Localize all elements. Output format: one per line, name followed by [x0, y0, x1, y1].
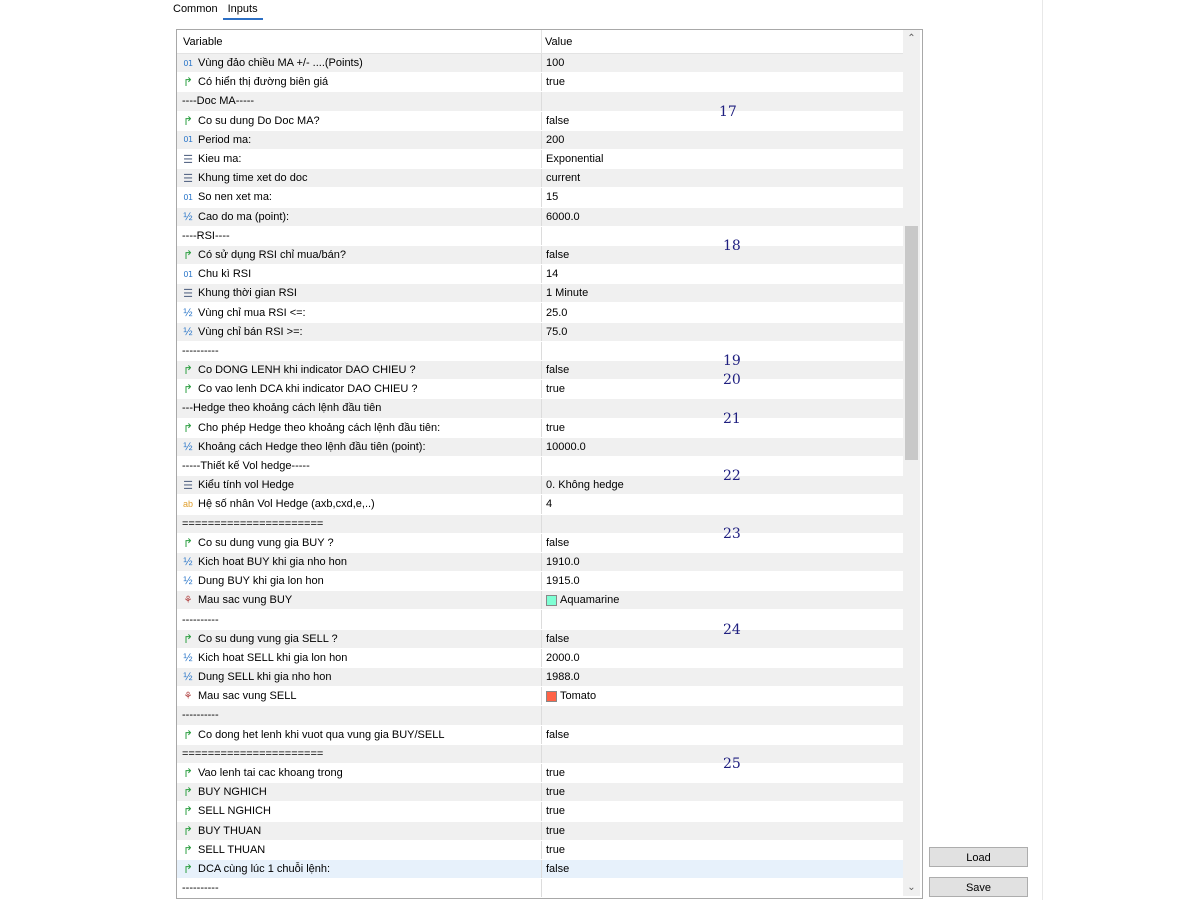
value-cell[interactable]	[541, 303, 905, 321]
value-text: false	[546, 632, 570, 645]
variable-label: ---Hedge theo khoảng cách lệnh đầu tiên	[182, 402, 382, 415]
table-row[interactable]	[177, 303, 905, 322]
table-row[interactable]	[177, 687, 905, 706]
value-text: true	[546, 421, 565, 434]
value-text: 4	[546, 498, 553, 511]
variable-label: Mau sac vung SELL	[198, 690, 297, 703]
variable-label: Cho phép Hedge theo khoảng cách lệnh đầu tiên:	[198, 421, 441, 434]
value-text: 10000.0	[546, 440, 586, 453]
table-row[interactable]	[177, 438, 905, 457]
value-cell[interactable]	[541, 879, 905, 897]
value-text: 0. Không hedge	[546, 479, 624, 492]
variable-label: Kiểu tính vol Hedge	[198, 479, 295, 492]
bool-arrow-icon: ↱	[182, 75, 194, 90]
variable-cell[interactable]	[177, 879, 541, 897]
table-row[interactable]	[177, 380, 905, 399]
variable-cell[interactable]	[177, 246, 541, 264]
variable-label: -----Thiết kế Vol hedge-----	[182, 460, 310, 473]
variable-cell[interactable]	[177, 227, 541, 245]
value-text: true	[546, 767, 565, 780]
variable-label: Kich hoat SELL khi gia lon hon	[198, 651, 348, 664]
annotation-number: 25	[723, 756, 741, 773]
value-text: 15	[546, 191, 559, 204]
variable-label: Mau sac vung BUY	[198, 594, 293, 607]
table-row[interactable]	[177, 841, 905, 860]
variable-cell[interactable]	[177, 726, 541, 744]
table-row[interactable]	[177, 860, 905, 879]
vertical-scrollbar[interactable]	[903, 30, 920, 896]
table-row[interactable]	[177, 553, 905, 572]
variable-label: Kieu ma:	[198, 153, 242, 166]
table-row[interactable]	[177, 476, 905, 495]
variable-label: Period ma:	[198, 133, 252, 146]
value-cell[interactable]	[541, 54, 905, 72]
enum-list-icon: ☰	[183, 287, 193, 300]
bool-arrow-icon: ↱	[182, 804, 194, 819]
annotation-number: 17	[719, 103, 737, 120]
int-icon: 01	[183, 58, 193, 68]
variable-cell[interactable]	[177, 399, 541, 417]
table-row[interactable]	[177, 630, 905, 649]
variable-label: BUY THUAN	[198, 824, 262, 837]
separator-row[interactable]	[177, 399, 905, 418]
variable-cell[interactable]	[177, 706, 541, 724]
table-row[interactable]	[177, 131, 905, 150]
bool-arrow-icon: ↱	[182, 113, 194, 128]
value-cell[interactable]	[541, 131, 905, 149]
half-fraction-icon: ½	[183, 306, 193, 319]
color-swatch[interactable]	[546, 691, 557, 702]
variable-cell[interactable]	[177, 783, 541, 801]
table-row[interactable]	[177, 284, 905, 303]
value-cell[interactable]	[541, 726, 905, 744]
variable-cell[interactable]	[177, 802, 541, 820]
value-cell[interactable]	[541, 553, 905, 571]
variable-cell[interactable]	[177, 745, 541, 763]
variable-cell[interactable]	[177, 764, 541, 782]
palette-icon: ⚘	[183, 690, 193, 702]
variable-cell[interactable]	[177, 73, 541, 91]
column-header-value[interactable]: Value	[545, 36, 573, 48]
value-text: 14	[546, 268, 559, 281]
value-cell[interactable]	[541, 284, 905, 302]
value-cell[interactable]	[541, 208, 905, 226]
half-fraction-icon: ½	[183, 210, 193, 223]
int-icon: 01	[183, 269, 193, 279]
value-text: 75.0	[546, 325, 568, 338]
separator-row[interactable]	[177, 515, 905, 534]
variable-label: ----------	[182, 344, 219, 357]
half-fraction-icon: ½	[183, 555, 193, 568]
variable-label: Dung BUY khi gia lon hon	[198, 575, 324, 588]
variable-cell[interactable]	[177, 419, 541, 437]
table-row[interactable]	[177, 169, 905, 188]
value-text: Tomato	[560, 690, 597, 703]
variable-cell[interactable]	[177, 208, 541, 226]
variable-label: Co su dung vung gia SELL ?	[198, 632, 338, 645]
int-icon: 01	[183, 192, 193, 202]
bool-arrow-icon: ↱	[182, 766, 194, 781]
value-text: false	[546, 114, 570, 127]
value-text: true	[546, 843, 565, 856]
table-row[interactable]	[177, 668, 905, 687]
variable-label: Có sử dụng RSI chỉ mua/bán?	[198, 248, 347, 261]
value-text: true	[546, 383, 565, 396]
variable-label: DCA cùng lúc 1 chuỗi lệnh:	[198, 862, 331, 875]
variable-cell[interactable]	[177, 476, 541, 494]
half-fraction-icon: ½	[183, 440, 193, 453]
variable-label: ======================	[182, 747, 324, 760]
variable-cell[interactable]	[177, 860, 541, 878]
variable-label: SELL NGHICH	[198, 805, 271, 818]
separator-row[interactable]	[177, 342, 905, 361]
variable-cell[interactable]	[177, 495, 541, 513]
variable-cell[interactable]	[177, 265, 541, 283]
variable-label: Co dong het lenh khi vuot qua vung gia BUY/SELL	[198, 728, 445, 741]
value-text: 25.0	[546, 306, 568, 319]
value-cell[interactable]	[541, 572, 905, 590]
half-fraction-icon: ½	[183, 651, 193, 664]
table-row[interactable]	[177, 361, 905, 380]
separator-row[interactable]	[177, 879, 905, 898]
table-row[interactable]	[177, 188, 905, 207]
value-text: current	[546, 172, 581, 185]
variable-label: ----------	[182, 613, 219, 626]
table-row[interactable]	[177, 534, 905, 553]
variable-label: Khoảng cách Hedge theo lệnh đầu tiên (point):	[198, 440, 426, 453]
half-fraction-icon: ½	[183, 671, 193, 684]
variable-cell[interactable]	[177, 822, 541, 840]
annotation-number: 20	[723, 372, 741, 389]
variable-cell[interactable]	[177, 169, 541, 187]
annotation-number: 21	[723, 410, 741, 427]
separator-row[interactable]	[177, 457, 905, 476]
bool-arrow-icon: ↱	[182, 861, 194, 876]
variable-label: Chu kì RSI	[198, 268, 252, 281]
variable-cell[interactable]	[177, 687, 541, 705]
value-text: false	[546, 728, 570, 741]
value-cell[interactable]	[541, 841, 905, 859]
value-text: false	[546, 862, 570, 875]
value-cell[interactable]	[541, 150, 905, 168]
separator-row[interactable]	[177, 706, 905, 725]
value-text: 1910.0	[546, 555, 580, 568]
value-text: 1 Minute	[546, 287, 589, 300]
variable-label: Vùng đảo chiều MA +/- ....(Points)	[198, 57, 363, 70]
table-row[interactable]	[177, 112, 905, 131]
variable-label: Vùng chỉ bán RSI >=:	[198, 325, 303, 338]
value-cell[interactable]	[541, 495, 905, 513]
grid-rows	[177, 54, 905, 898]
variable-label: Co vao lenh DCA khi indicator DAO CHIEU ?	[198, 383, 418, 396]
tab-strip	[168, 0, 263, 20]
variable-label: Vao lenh tai cac khoang trong	[198, 767, 343, 780]
table-row[interactable]	[177, 822, 905, 841]
variable-label: Co su dung vung gia BUY ?	[198, 536, 334, 549]
value-cell[interactable]	[541, 687, 905, 705]
table-row[interactable]	[177, 419, 905, 438]
variable-label: ----RSI----	[182, 229, 230, 242]
save-button[interactable]: Save	[929, 877, 1028, 897]
enum-list-icon: ☰	[183, 479, 193, 492]
variable-cell[interactable]	[177, 610, 541, 628]
variable-cell[interactable]	[177, 630, 541, 648]
separator-row[interactable]	[177, 745, 905, 764]
value-cell[interactable]	[541, 802, 905, 820]
variable-label: Vùng chỉ mua RSI <=:	[198, 306, 306, 319]
value-text: 1988.0	[546, 671, 580, 684]
bool-arrow-icon: ↱	[182, 420, 194, 435]
column-header-variable[interactable]: Variable	[183, 36, 223, 48]
value-cell[interactable]	[541, 783, 905, 801]
variable-label: Co su dung Do Doc MA?	[198, 114, 320, 127]
inputs-grid	[176, 29, 923, 899]
value-cell[interactable]	[541, 860, 905, 878]
value-text: true	[546, 786, 565, 799]
annotation-number: 19	[723, 353, 741, 370]
value-text: 1915.0	[546, 575, 580, 588]
table-row[interactable]	[177, 649, 905, 668]
value-cell[interactable]	[541, 591, 905, 609]
variable-cell[interactable]	[177, 303, 541, 321]
value-cell[interactable]	[541, 265, 905, 283]
value-text: false	[546, 364, 570, 377]
value-cell[interactable]	[541, 822, 905, 840]
tab-common[interactable]: Common	[173, 3, 218, 15]
variable-cell[interactable]	[177, 438, 541, 456]
table-row[interactable]	[177, 54, 905, 73]
table-row[interactable]	[177, 726, 905, 745]
variable-cell[interactable]	[177, 92, 541, 110]
value-text: true	[546, 76, 565, 89]
value-cell[interactable]	[541, 169, 905, 187]
variable-label: Khung thời gian RSI	[198, 287, 297, 300]
variable-label: ----------	[182, 709, 219, 722]
variable-label: Khung time xet do doc	[198, 172, 308, 185]
ab-text-icon: ab	[182, 499, 193, 510]
enum-list-icon: ☰	[183, 172, 193, 185]
table-row[interactable]	[177, 764, 905, 783]
variable-cell[interactable]	[177, 150, 541, 168]
value-cell[interactable]	[541, 438, 905, 456]
bool-arrow-icon: ↱	[182, 535, 194, 550]
separator-row[interactable]	[177, 227, 905, 246]
value-cell[interactable]	[541, 73, 905, 91]
value-cell[interactable]	[541, 323, 905, 341]
table-row[interactable]	[177, 73, 905, 92]
separator-row[interactable]	[177, 610, 905, 629]
variable-label: ----Doc MA-----	[182, 95, 255, 108]
variable-cell[interactable]	[177, 361, 541, 379]
scroll-thumb[interactable]	[905, 226, 918, 460]
variable-label: Hệ số nhân Vol Hedge (axb,cxd,e,..)	[198, 498, 375, 511]
variable-cell[interactable]	[177, 553, 541, 571]
column-divider[interactable]	[541, 30, 542, 53]
annotation-number: 24	[723, 622, 741, 638]
variable-cell[interactable]	[177, 668, 541, 686]
annotation-number: 18	[723, 238, 741, 254]
bool-arrow-icon: ↱	[182, 363, 194, 378]
variable-cell[interactable]	[177, 284, 541, 302]
table-row[interactable]	[177, 265, 905, 284]
variable-cell[interactable]	[177, 131, 541, 149]
value-cell[interactable]	[541, 706, 905, 724]
variable-label: Kich hoat BUY khi gia nho hon	[198, 555, 348, 568]
bool-arrow-icon: ↱	[182, 823, 194, 838]
bool-arrow-icon: ↱	[182, 785, 194, 800]
value-text: 2000.0	[546, 651, 580, 664]
table-row[interactable]	[177, 246, 905, 265]
bool-arrow-icon: ↱	[182, 842, 194, 857]
bool-arrow-icon: ↱	[182, 727, 194, 742]
value-text: 200	[546, 133, 565, 146]
variable-cell[interactable]	[177, 112, 541, 130]
enum-list-icon: ☰	[183, 153, 193, 166]
variable-cell[interactable]	[177, 534, 541, 552]
half-fraction-icon: ½	[183, 575, 193, 588]
scroll-down-icon[interactable]: ⌄	[907, 882, 916, 893]
annotation-number: 23	[723, 526, 741, 542]
variable-cell[interactable]	[177, 457, 541, 475]
variable-label: Dung SELL khi gia nho hon	[198, 671, 332, 684]
tab-inputs[interactable]: Inputs	[223, 0, 263, 20]
variable-cell[interactable]	[177, 323, 541, 341]
value-cell[interactable]	[541, 668, 905, 686]
separator-row[interactable]	[177, 92, 905, 111]
variable-label: Cao do ma (point):	[198, 210, 290, 223]
value-text: Aquamarine	[560, 594, 620, 607]
scroll-up-icon[interactable]: ⌃	[907, 33, 916, 44]
variable-cell[interactable]	[177, 54, 541, 72]
table-row[interactable]	[177, 323, 905, 342]
variable-label: Co DONG LENH khi indicator DAO CHIEU ?	[198, 364, 416, 377]
half-fraction-icon: ½	[183, 325, 193, 338]
variable-cell[interactable]	[177, 572, 541, 590]
table-row[interactable]	[177, 495, 905, 514]
table-row[interactable]	[177, 802, 905, 821]
annotation-number: 22	[723, 468, 741, 485]
palette-icon: ⚘	[183, 594, 193, 606]
variable-label: BUY NGHICH	[198, 786, 267, 799]
variable-cell[interactable]	[177, 380, 541, 398]
bool-arrow-icon: ↱	[182, 247, 194, 262]
variable-label: ======================	[182, 517, 324, 530]
table-row[interactable]	[177, 783, 905, 802]
value-cell[interactable]	[541, 188, 905, 206]
int-icon: 01	[183, 135, 193, 145]
panel-divider	[1042, 0, 1043, 900]
variable-label: SELL THUAN	[198, 843, 266, 856]
variable-cell[interactable]	[177, 515, 541, 533]
table-row[interactable]	[177, 591, 905, 610]
load-button[interactable]: Load	[929, 847, 1028, 867]
value-text: Exponential	[546, 153, 604, 166]
variable-label: So nen xet ma:	[198, 191, 272, 204]
value-text: 6000.0	[546, 210, 580, 223]
table-row[interactable]	[177, 150, 905, 169]
variable-cell[interactable]	[177, 591, 541, 609]
value-text: false	[546, 536, 570, 549]
table-row[interactable]	[177, 208, 905, 227]
value-text: true	[546, 805, 565, 818]
grid-header	[177, 30, 905, 54]
variable-cell[interactable]	[177, 188, 541, 206]
color-swatch[interactable]	[546, 595, 557, 606]
variable-cell[interactable]	[177, 649, 541, 667]
variable-cell[interactable]	[177, 841, 541, 859]
variable-cell[interactable]	[177, 342, 541, 360]
bool-arrow-icon: ↱	[182, 631, 194, 646]
variable-label: Có hiển thị đường biên giá	[198, 76, 329, 89]
table-row[interactable]	[177, 572, 905, 591]
value-cell[interactable]	[541, 649, 905, 667]
variable-label: ----------	[182, 882, 219, 895]
value-text: false	[546, 248, 570, 261]
bool-arrow-icon: ↱	[182, 382, 194, 397]
value-text: 100	[546, 57, 565, 70]
value-text: true	[546, 824, 565, 837]
